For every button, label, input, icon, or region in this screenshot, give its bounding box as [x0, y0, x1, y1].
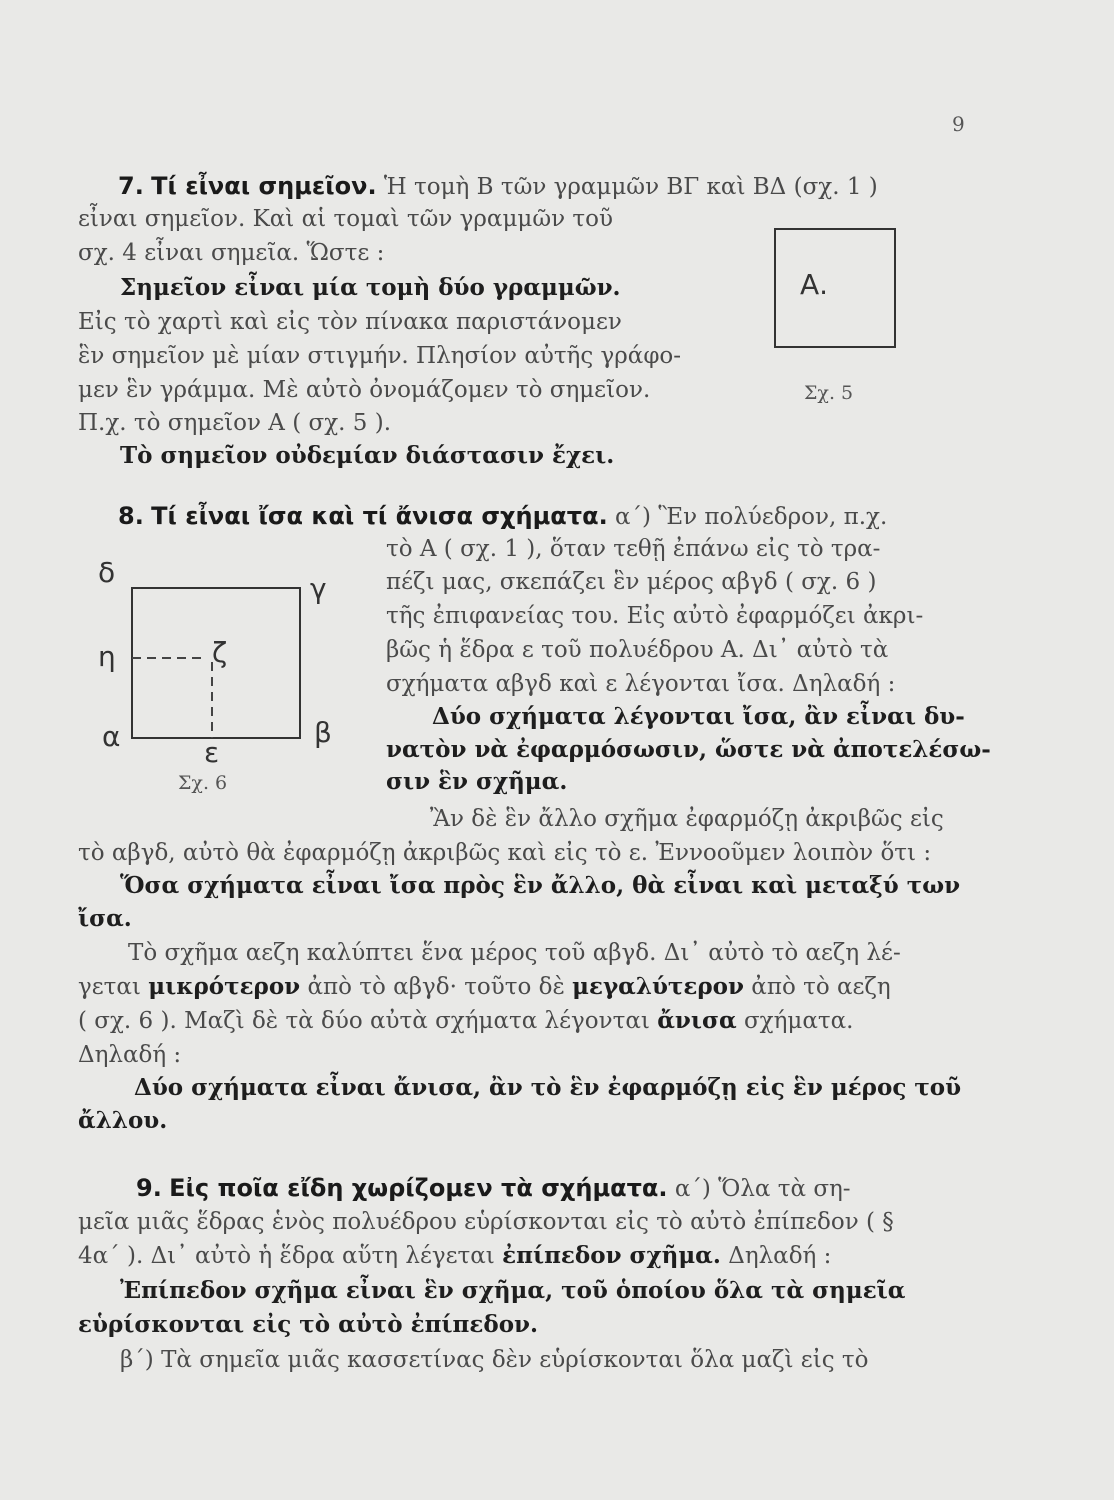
figure-5 [774, 228, 896, 348]
sec8-term-larger: μεγαλύτερον [572, 973, 744, 1000]
sec7-line-7: μεν ἓν γράμμα. Μὲ αὐτὸ ὀνομάζομεν τὸ σημεῖον. [78, 377, 651, 403]
sec8-line-16c: σχήματα. [743, 1008, 854, 1034]
sec9-line-6: β΄) Τὰ σημεῖα μιᾶς κασσετίνας δὲν εὑρίσκονται ὅλα μαζὶ εἰς τὸ [120, 1347, 869, 1373]
sec7-line-8: Π.χ. τὸ σημεῖον Α ( σχ. 5 ). [78, 410, 392, 436]
sec9-definition-2: εὑρίσκονται εἰς τὸ αὐτὸ ἐπίπεδον. [78, 1311, 539, 1338]
figure-6-label-zeta: ζ [212, 636, 228, 669]
sec9-line-3c: Δηλαδή : [728, 1243, 832, 1269]
sec8-term-smaller: μικρότερον [148, 973, 301, 1000]
sec8-line-16a: ( σχ. 6 ). Μαζὶ δὲ τὰ δύο αὐτὰ σχήματα λέγονται [78, 1008, 650, 1034]
sec9-line-1-text: α΄) Ὅλα τὰ ση- [674, 1176, 851, 1202]
sec7-heading: Τί εἶναι σημεῖον. [151, 172, 377, 200]
sec7-line-3: σχ. 4 εἶναι σημεῖα. Ὥστε : [78, 240, 385, 266]
sec8-line-15a: γεται [78, 974, 141, 1000]
sec7-line-1 [118, 170, 878, 203]
sec7-definition: Σημεῖον εἶναι μία τομὴ δύο γραμμῶν. [120, 274, 621, 301]
figure-6 [92, 558, 362, 778]
figure-5-point-label: Α. [800, 268, 829, 301]
sec8-line-2: τὸ Α ( σχ. 1 ), ὅταν τεθῇ ἐπάνω εἰς τὸ τρα- [386, 536, 881, 562]
sec7-number: 7. [118, 172, 144, 200]
sec7-line-5: Εἰς τὸ χαρτὶ καὶ εἰς τὸν πίνακα παριστάνομεν [78, 309, 622, 335]
sec8-rule-1: Ὅσα σχήματα εἶναι ἴσα πρὸς ἓν ἄλλο, θὰ εἶναι καὶ μεταξύ των [120, 872, 961, 899]
sec8-line-14: Τὸ σχῆμα αεζη καλύπτει ἕνα μέρος τοῦ αβγδ. Δι᾽ αὐτὸ τὸ αεζη λέ- [128, 940, 901, 966]
sec8-line-17: Δηλαδή : [78, 1042, 182, 1068]
sec9-definition-1: Ἐπίπεδον σχῆμα εἶναι ἓν σχῆμα, τοῦ ὁποίου ὅλα τὰ σημεῖα [120, 1277, 906, 1304]
sec9-line-2: μεῖα μιᾶς ἕδρας ἑνὸς πολυέδρου εὑρίσκονται εἰς τὸ αὐτὸ ἐπίπεδον ( § [78, 1209, 894, 1235]
sec8-line-11: τὸ αβγδ, αὐτὸ θὰ ἐφαρμόζῃ ἀκριβῶς καὶ εἰς τὸ ε. Ἐννοοῦμεν λοιπὸν ὅτι : [78, 840, 932, 866]
sec7-line-1-text: Ἡ τομὴ Β τῶν γραμμῶν ΒΓ καὶ ΒΔ (σχ. 1 ) [383, 174, 878, 200]
sec8-definition-1: Δύο σχήματα λέγονται ἴσα, ἂν εἶναι δυ- [432, 703, 965, 730]
sec7-rule: Τὸ σημεῖον οὐδεμίαν διάστασιν ἔχει. [120, 442, 615, 469]
sec8-definition-3: σιν ἓν σχῆμα. [386, 768, 568, 795]
figure-6-label-epsilon: ε [204, 736, 220, 769]
figure-6-caption: Σχ. 6 [178, 772, 228, 794]
sec9-term-plane-figure: ἐπίπεδον σχῆμα. [502, 1242, 721, 1269]
sec8-number: 8. [118, 502, 144, 530]
figure-6-label-delta: δ [98, 556, 116, 589]
sec8-line-15e: ἀπὸ τὸ αεζη [751, 974, 891, 1000]
sec7-line-2: εἶναι σημεῖον. Καὶ αἱ τομαὶ τῶν γραμμῶν τοῦ [78, 206, 613, 232]
sec8-heading: Τί εἶναι ἴσα καὶ τί ἄνισα σχήματα. [151, 502, 608, 530]
sec8-line-1 [118, 500, 887, 533]
sec8-line-3: πέζι μας, σκεπάζει ἓν μέρος αβγδ ( σχ. 6 ) [386, 569, 877, 595]
sec8-definition-4: Δύο σχήματα εἶναι ἄνισα, ἂν τὸ ἓν ἐφαρμόζῃ εἰς ἓν μέρος τοῦ [134, 1074, 962, 1101]
sec8-term-unequal: ἄνισα [657, 1007, 737, 1034]
sec8-line-15c: ἀπὸ τὸ αβγδ· τοῦτο δὲ [307, 974, 565, 1000]
sec8-line-15 [78, 971, 891, 1003]
sec8-definition-2: νατὸν νὰ ἐφαρμόσωσιν, ὥστε νὰ ἀποτελέσω- [386, 736, 991, 763]
sec8-line-4: τῆς ἐπιφανείας του. Εἰς αὐτὸ ἐφαρμόζει ἀκρι- [386, 603, 924, 629]
figure-6-label-eta: η [98, 640, 116, 673]
figure-5-square [774, 228, 896, 348]
sec8-line-10: Ἂν δὲ ἓν ἄλλο σχῆμα ἐφαρμόζῃ ἀκριβῶς εἰς [430, 806, 944, 832]
sec7-line-6: ἓν σημεῖον μὲ μίαν στιγμήν. Πλησίον αὐτῆς γράφο- [78, 343, 682, 369]
figure-5-caption: Σχ. 5 [804, 382, 854, 404]
sec9-number: 9. [136, 1174, 162, 1202]
page-number: 9 [952, 112, 965, 136]
sec9-line-1 [136, 1172, 851, 1205]
sec9-line-3 [78, 1240, 831, 1272]
sec8-rule-2: ἴσα. [78, 905, 132, 932]
sec8-definition-5: ἄλλου. [78, 1107, 168, 1134]
figure-6-label-beta: β [314, 716, 332, 749]
figure-6-label-alpha: α [102, 720, 121, 753]
sec8-line-1-text: α΄) Ἓν πολύεδρον, π.χ. [615, 504, 888, 530]
sec8-line-16 [78, 1005, 853, 1037]
sec9-line-3a: 4α΄ ). Δι᾽ αὐτὸ ἡ ἕδρα αὕτη λέγεται [78, 1243, 495, 1269]
sec8-line-6: σχήματα αβγδ καὶ ε λέγονται ἴσα. Δηλαδή : [386, 671, 896, 697]
sec8-line-5: βῶς ἡ ἕδρα ε τοῦ πολυέδρου Α. Δι᾽ αὐτὸ τὰ [386, 637, 889, 663]
figure-6-label-gamma: γ [310, 572, 327, 605]
sec9-heading: Εἰς ποῖα εἴδη χωρίζομεν τὰ σχήματα. [169, 1174, 668, 1202]
